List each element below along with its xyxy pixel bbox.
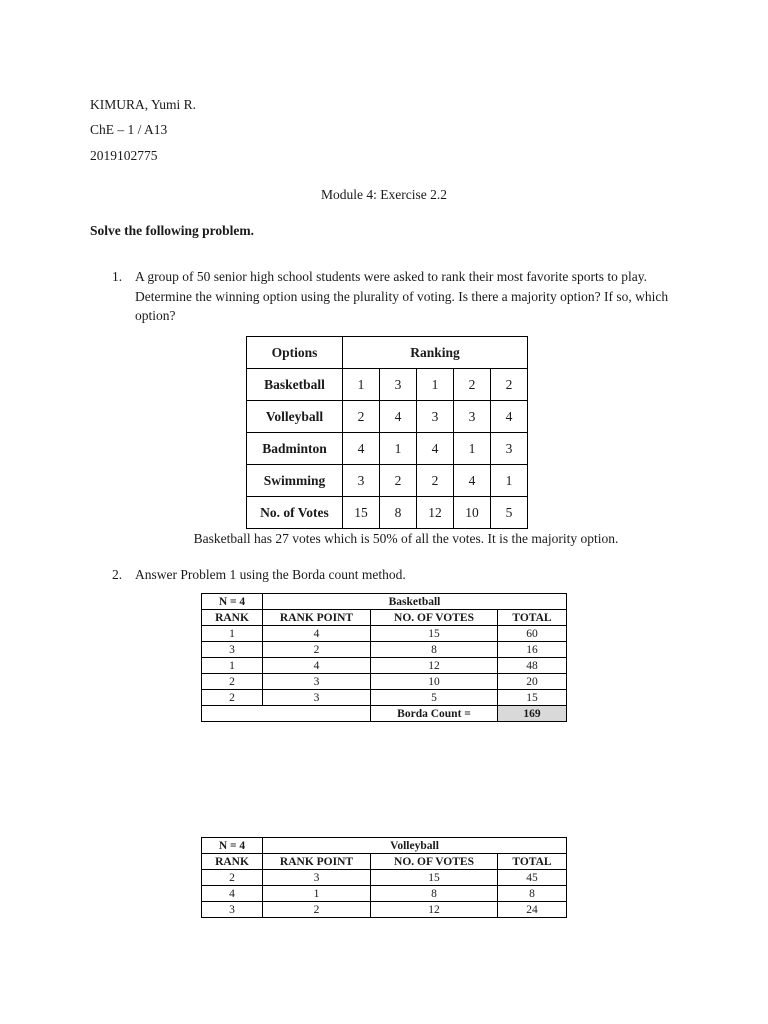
cell: 20 [498, 674, 567, 690]
cell: 4 [263, 626, 371, 642]
sport-title: Volleyball [263, 838, 567, 854]
cell: 3 [202, 642, 263, 658]
ranking-table [246, 336, 528, 529]
row-label: Swimming [247, 465, 343, 497]
table-row [247, 401, 528, 433]
rank-cell: 2 [454, 369, 491, 401]
votes-cell: 15 [343, 497, 380, 529]
document-title: Module 4: Exercise 2.2 [321, 187, 447, 202]
column-header: TOTAL [498, 610, 567, 626]
cell: 2 [202, 690, 263, 706]
table-row [202, 626, 567, 642]
cell: 1 [263, 886, 371, 902]
cell: 45 [498, 870, 567, 886]
rank-cell: 3 [417, 401, 454, 433]
table-row [202, 690, 567, 706]
column-header-row [202, 610, 567, 626]
column-header: TOTAL [498, 854, 567, 870]
cell: 1 [202, 658, 263, 674]
problem-2-number: 2. [112, 567, 123, 582]
cell: 8 [498, 886, 567, 902]
votes-cell: 10 [454, 497, 491, 529]
problem-1-answer: Basketball has 27 votes which is 50% of all the votes. It is the majority option. [193, 531, 619, 546]
sport-title: Basketball [263, 594, 567, 610]
rank-cell: 3 [491, 433, 528, 465]
borda-count-row [202, 706, 567, 722]
volleyball-borda-table [201, 837, 567, 918]
column-header-row [202, 854, 567, 870]
rank-cell: 3 [343, 465, 380, 497]
options-header: Options [247, 337, 343, 369]
votes-cell: 12 [417, 497, 454, 529]
row-label: Basketball [247, 369, 343, 401]
rank-cell: 3 [380, 369, 417, 401]
rank-cell: 2 [491, 369, 528, 401]
table-row [247, 433, 528, 465]
cell: 3 [202, 902, 263, 918]
cell: 2 [263, 902, 371, 918]
rank-cell: 4 [343, 433, 380, 465]
borda-count-label: Borda Count = [371, 706, 498, 722]
cell: 3 [263, 674, 371, 690]
ranking-header-row [247, 337, 528, 369]
rank-cell: 2 [380, 465, 417, 497]
n-label: N = 4 [202, 838, 263, 854]
cell: 2 [263, 642, 371, 658]
row-label: No. of Votes [247, 497, 343, 529]
row-label: Volleyball [247, 401, 343, 433]
cell: 60 [498, 626, 567, 642]
cell: 15 [498, 690, 567, 706]
column-header: RANK POINT [263, 610, 371, 626]
rank-cell: 4 [454, 465, 491, 497]
ranking-header: Ranking [343, 337, 528, 369]
cell: 48 [498, 658, 567, 674]
table-header-row [202, 838, 567, 854]
table-row [247, 465, 528, 497]
rank-cell: 1 [343, 369, 380, 401]
cell: 2 [202, 674, 263, 690]
column-header: RANK [202, 610, 263, 626]
rank-cell: 2 [343, 401, 380, 433]
n-label: N = 4 [202, 594, 263, 610]
column-header: RANK [202, 854, 263, 870]
empty-cell [202, 706, 371, 722]
table-row [202, 886, 567, 902]
cell: 1 [202, 626, 263, 642]
cell: 5 [371, 690, 498, 706]
student-number: 2019102775 [90, 148, 158, 163]
student-section: ChE – 1 / A13 [90, 122, 168, 137]
cell: 12 [371, 658, 498, 674]
rank-cell: 2 [417, 465, 454, 497]
rank-cell: 1 [454, 433, 491, 465]
table-row [202, 658, 567, 674]
column-header: RANK POINT [263, 854, 371, 870]
cell: 8 [371, 642, 498, 658]
table-row [202, 870, 567, 886]
rank-cell: 1 [491, 465, 528, 497]
instruction: Solve the following problem. [90, 223, 255, 238]
table-row [247, 369, 528, 401]
rank-cell: 1 [417, 369, 454, 401]
rank-cell: 4 [380, 401, 417, 433]
problem-2-text: Answer Problem 1 using the Borda count method. [135, 567, 406, 582]
rank-cell: 3 [454, 401, 491, 433]
cell: 15 [371, 870, 498, 886]
table-row [202, 674, 567, 690]
cell: 2 [202, 870, 263, 886]
table-row [202, 642, 567, 658]
student-name: KIMURA, Yumi R. [90, 97, 197, 112]
rank-cell: 1 [380, 433, 417, 465]
cell: 12 [371, 902, 498, 918]
problem-1-number: 1. [112, 269, 123, 284]
cell: 24 [498, 902, 567, 918]
borda-count-value: 169 [498, 706, 567, 722]
row-label: Badminton [247, 433, 343, 465]
votes-cell: 8 [380, 497, 417, 529]
cell: 15 [371, 626, 498, 642]
cell: 16 [498, 642, 567, 658]
problem-1-text: A group of 50 senior high school students were asked to rank their most favorite sports to play. Determine the winning option using the plurality of voting. Is there a majority option? If so, which option? [135, 269, 669, 323]
cell: 8 [371, 886, 498, 902]
cell: 4 [263, 658, 371, 674]
cell: 3 [263, 870, 371, 886]
rank-cell: 4 [417, 433, 454, 465]
cell: 4 [202, 886, 263, 902]
basketball-borda-table [201, 593, 567, 722]
table-row [202, 902, 567, 918]
cell: 10 [371, 674, 498, 690]
column-header: NO. OF VOTES [371, 610, 498, 626]
column-header: NO. OF VOTES [371, 854, 498, 870]
table-header-row [202, 594, 567, 610]
cell: 3 [263, 690, 371, 706]
votes-cell: 5 [491, 497, 528, 529]
table-row [247, 497, 528, 529]
rank-cell: 4 [491, 401, 528, 433]
